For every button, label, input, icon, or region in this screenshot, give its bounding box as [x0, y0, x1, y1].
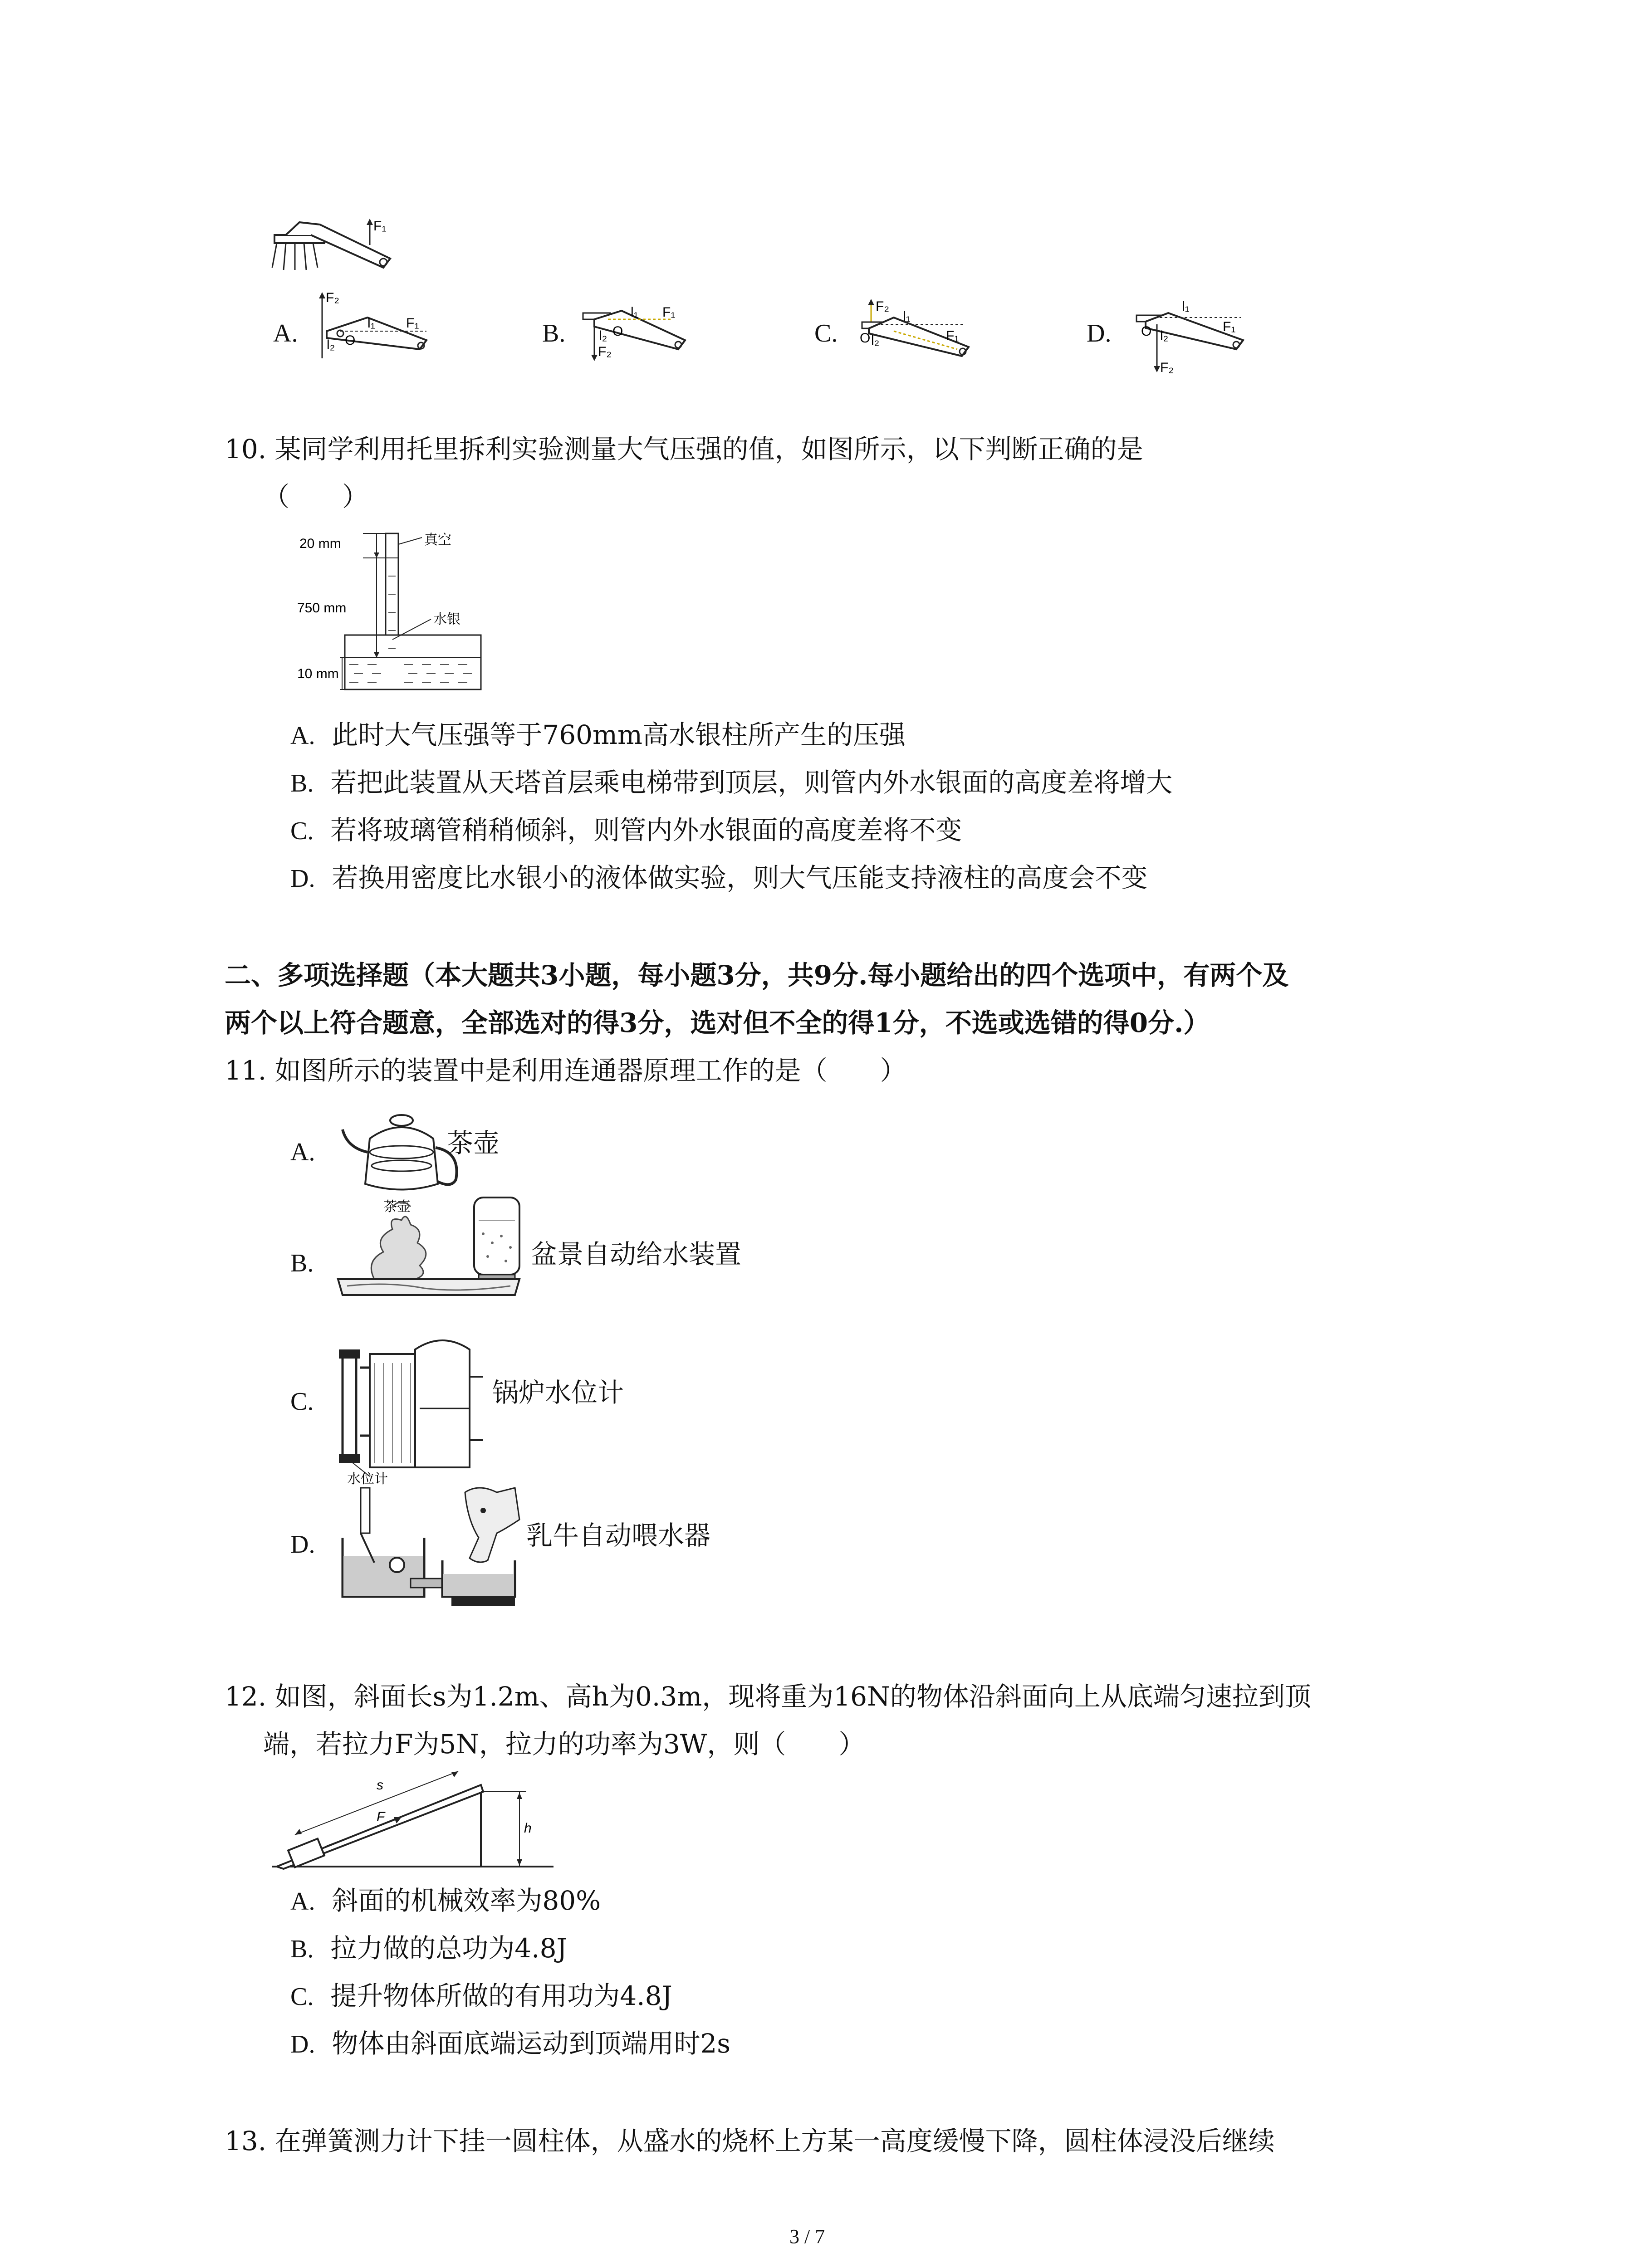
- q10-option-a-letter: A.: [290, 722, 315, 750]
- q9-d-label-1: l₁: [1182, 299, 1190, 314]
- q9-figure-b: [581, 299, 690, 363]
- q12-option-c-text: 提升物体所做的有用功为4.8J: [330, 1980, 672, 2011]
- q12-label-s: s: [377, 1778, 383, 1793]
- q10-stem: 10. 某同学利用托里拆利实验测量大气压强的值，如图所示，以下判断正确的是: [225, 434, 1143, 464]
- q12-stem-line2: 端，若拉力F为5N，拉力的功率为3W，则（ ）: [263, 1729, 865, 1760]
- q9-b-label-2: F₁: [662, 305, 676, 320]
- q9-c-label-5: F₁: [946, 328, 959, 343]
- q10-option-c[interactable]: [290, 812, 962, 849]
- q10-option-b-text: 若把此装置从天塔首层乘电梯带到顶层，则管内外水银面的高度差将增大: [330, 767, 1173, 798]
- q10-option-c-text: 若将玻璃管稍稍倾斜，则管内外水银面的高度差将不变: [330, 815, 962, 846]
- page-number: 3 / 7: [789, 2225, 825, 2248]
- q10-answer-bracket[interactable]: （ ）: [263, 481, 369, 512]
- q10-label-vacuum: 真空: [424, 533, 451, 547]
- q12-option-d-letter: D.: [290, 2030, 315, 2058]
- q11-option-a-letter[interactable]: A.: [290, 1138, 315, 1166]
- q9-c-label-3: O: [860, 331, 871, 346]
- q10-option-a[interactable]: [290, 717, 906, 754]
- q11-option-d-letter[interactable]: D.: [290, 1530, 315, 1559]
- q11-c-caption: 水位计: [347, 1471, 388, 1486]
- q10-label-top: 20 mm: [299, 536, 341, 551]
- q9-option-d-letter[interactable]: D.: [1087, 319, 1112, 347]
- q9-figure-c: [857, 297, 975, 365]
- q12-option-b-text: 拉力做的总功为4.8J: [330, 1933, 567, 1964]
- q10-label-bottom: 10 mm: [297, 666, 339, 681]
- q10-option-c-letter: C.: [290, 817, 314, 845]
- q12-option-a-text: 斜面的机械效率为80%: [332, 1885, 601, 1916]
- q9-a-label-2: l₁: [367, 316, 375, 331]
- q12-label-F: F: [377, 1809, 385, 1824]
- q9-main-figure: [268, 213, 395, 281]
- q10-option-d-letter: D.: [290, 865, 315, 893]
- q9-b-label-1: l₁: [631, 305, 638, 320]
- q10-option-b[interactable]: [290, 764, 1172, 802]
- q9-option-c-letter[interactable]: C.: [814, 319, 838, 347]
- q9-option-a-letter[interactable]: A.: [273, 319, 298, 347]
- q9-figure-d: [1132, 297, 1250, 374]
- q9-a-label-5: O: [345, 333, 356, 348]
- q9-c-label-4: l₂: [871, 333, 880, 348]
- section2-heading-line2: 两个以上符合题意，全部选对的得3分，选对但不全的得1分，不选或选错的得0分.）: [225, 1007, 1210, 1038]
- q9-a-label-4: l₂: [327, 337, 335, 352]
- q9-d-label-5: F₂: [1160, 360, 1174, 374]
- q9-d-label-2: O: [1141, 324, 1152, 339]
- q9-c-label-2: l₁: [903, 309, 911, 324]
- q9-d-label-3: l₂: [1160, 328, 1169, 343]
- q12-option-a[interactable]: [290, 1882, 601, 1920]
- q12-incline-figure: [263, 1765, 563, 1873]
- q11-plant-watering-figure: [333, 1193, 524, 1297]
- q9-b-label-5: O: [612, 324, 623, 339]
- q12-option-c-letter: C.: [290, 1983, 314, 2011]
- q10-torricelli-figure: [295, 531, 531, 699]
- q10-option-b-letter: B.: [290, 769, 314, 797]
- q12-option-d-text: 物体由斜面底端运动到顶端用时2s: [332, 2028, 730, 2059]
- section2-heading-line1: 二、多项选择题（本大题共3小题，每小题3分，共9分.每小题给出的四个选项中，有两个及: [225, 960, 1289, 991]
- q10-label-middle: 750 mm: [297, 601, 347, 616]
- q12-option-d[interactable]: [290, 2025, 730, 2063]
- q9-option-b-letter[interactable]: B.: [542, 319, 566, 347]
- q12-option-c[interactable]: [290, 1978, 672, 2015]
- q13-stem: 13. 在弹簧测力计下挂一圆柱体，从盛水的烧杯上方某一高度缓慢下降，圆柱体浸没后继续: [225, 2126, 1275, 2156]
- q9-a-label-1: F₂: [326, 290, 339, 305]
- q9-top-force-label: F₁: [373, 219, 387, 234]
- q10-option-d[interactable]: [290, 860, 1147, 897]
- q9-c-label-1: F₂: [876, 299, 889, 314]
- q11-option-d-text: 乳牛自动喂水器: [526, 1520, 711, 1551]
- q11-stem: 11. 如图所示的装置中是利用连通器原理工作的是（ ）: [225, 1055, 906, 1086]
- q11-boiler-gauge-figure: [333, 1331, 488, 1486]
- q9-d-label-4: F₁: [1223, 319, 1236, 334]
- q10-option-a-text: 此时大气压强等于760mm高水银柱所产生的压强: [332, 719, 906, 750]
- q11-a-caption: 茶壶: [383, 1199, 411, 1214]
- q12-label-h: h: [524, 1821, 532, 1836]
- q12-option-a-letter: A.: [290, 1887, 315, 1916]
- q9-figure-a: [313, 290, 431, 363]
- q9-a-label-3: F₁: [406, 316, 419, 331]
- q9-b-label-4: F₂: [598, 344, 612, 359]
- q9-b-label-3: l₂: [599, 328, 607, 343]
- q11-option-b-text: 盆景自动给水装置: [531, 1239, 742, 1270]
- q11-option-c-letter[interactable]: C.: [290, 1388, 314, 1416]
- q10-label-mercury: 水银: [433, 612, 460, 627]
- q12-option-b[interactable]: [290, 1930, 567, 1967]
- q11-option-b-letter[interactable]: B.: [290, 1249, 314, 1277]
- q11-option-c-text: 锅炉水位计: [492, 1377, 624, 1408]
- q11-cattle-waterer-figure: [333, 1483, 524, 1606]
- q12-stem-line1: 12. 如图，斜面长s为1.2m、高h为0.3m，现将重为16N的物体沿斜面向上从底端匀速拉到顶: [225, 1681, 1311, 1712]
- q10-option-d-text: 若换用密度比水银小的液体做实验，则大气压能支持液柱的高度会不变: [332, 862, 1148, 893]
- q11-option-a-text: 茶壶: [447, 1128, 500, 1158]
- q12-option-b-letter: B.: [290, 1935, 314, 1963]
